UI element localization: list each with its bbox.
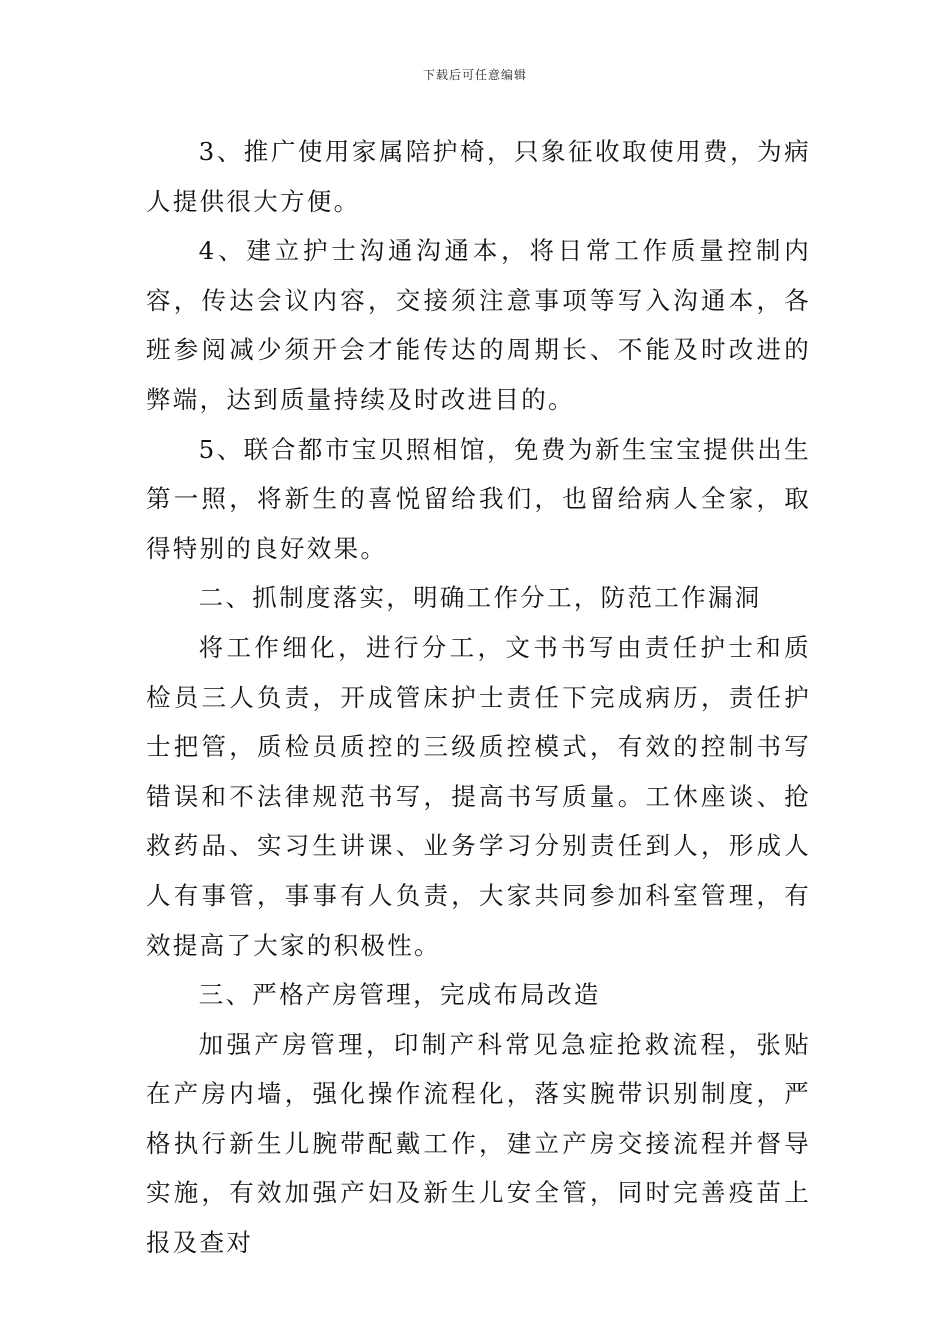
paragraph-item-4: 4、建立护士沟通沟通本，将日常工作质量控制内容，传达会议内容，交接须注意事项等写入沟通本，各班参阅减少须开会才能传达的周期长、不能及时改进的弊端，达到质量持续及时改进目的。 — [146, 236, 811, 414]
section-heading-2: 二、抓制度落实，明确工作分工，防范工作漏洞 — [198, 583, 762, 613]
paragraph-item-5: 5、联合都市宝贝照相馆，免费为新生宝宝提供出生第一照，将新生的喜悦留给我们，也留给病人全家，取得特别的良好效果。 — [146, 434, 811, 563]
section-2-body: 将工作细化，进行分工，文书书写由责任护士和质检员三人负责，开成管床护士责任下完成病历，责任护士把管，质检员质控的三级质控模式，有效的控制书写错误和不法律规范书写，提高书写质量。工休座谈、抢救药品、实习生讲课、业务学习分别责任到人，形成人人有事管，事事有人负责，大家共同参加科室管理，有效提高了大家的积极性。 — [146, 632, 811, 960]
paragraph-item-3: 3、推广使用家属陪护椅，只象征收取使用费，为病人提供很大方便。 — [146, 137, 811, 216]
section-heading-3: 三、严格产房管理，完成布局改造 — [198, 980, 601, 1010]
section-3-body: 加强产房管理，印制产科常见急症抢救流程，张贴在产房内墙，强化操作流程化，落实腕带识别制度，严格执行新生儿腕带配戴工作，建立产房交接流程并督导实施，有效加强产妇及新生儿安全管，同时完善疫苗上报及查对 — [146, 1029, 811, 1258]
document-body — [146, 127, 811, 1268]
header-note: 下载后可任意编辑 — [422, 68, 527, 82]
